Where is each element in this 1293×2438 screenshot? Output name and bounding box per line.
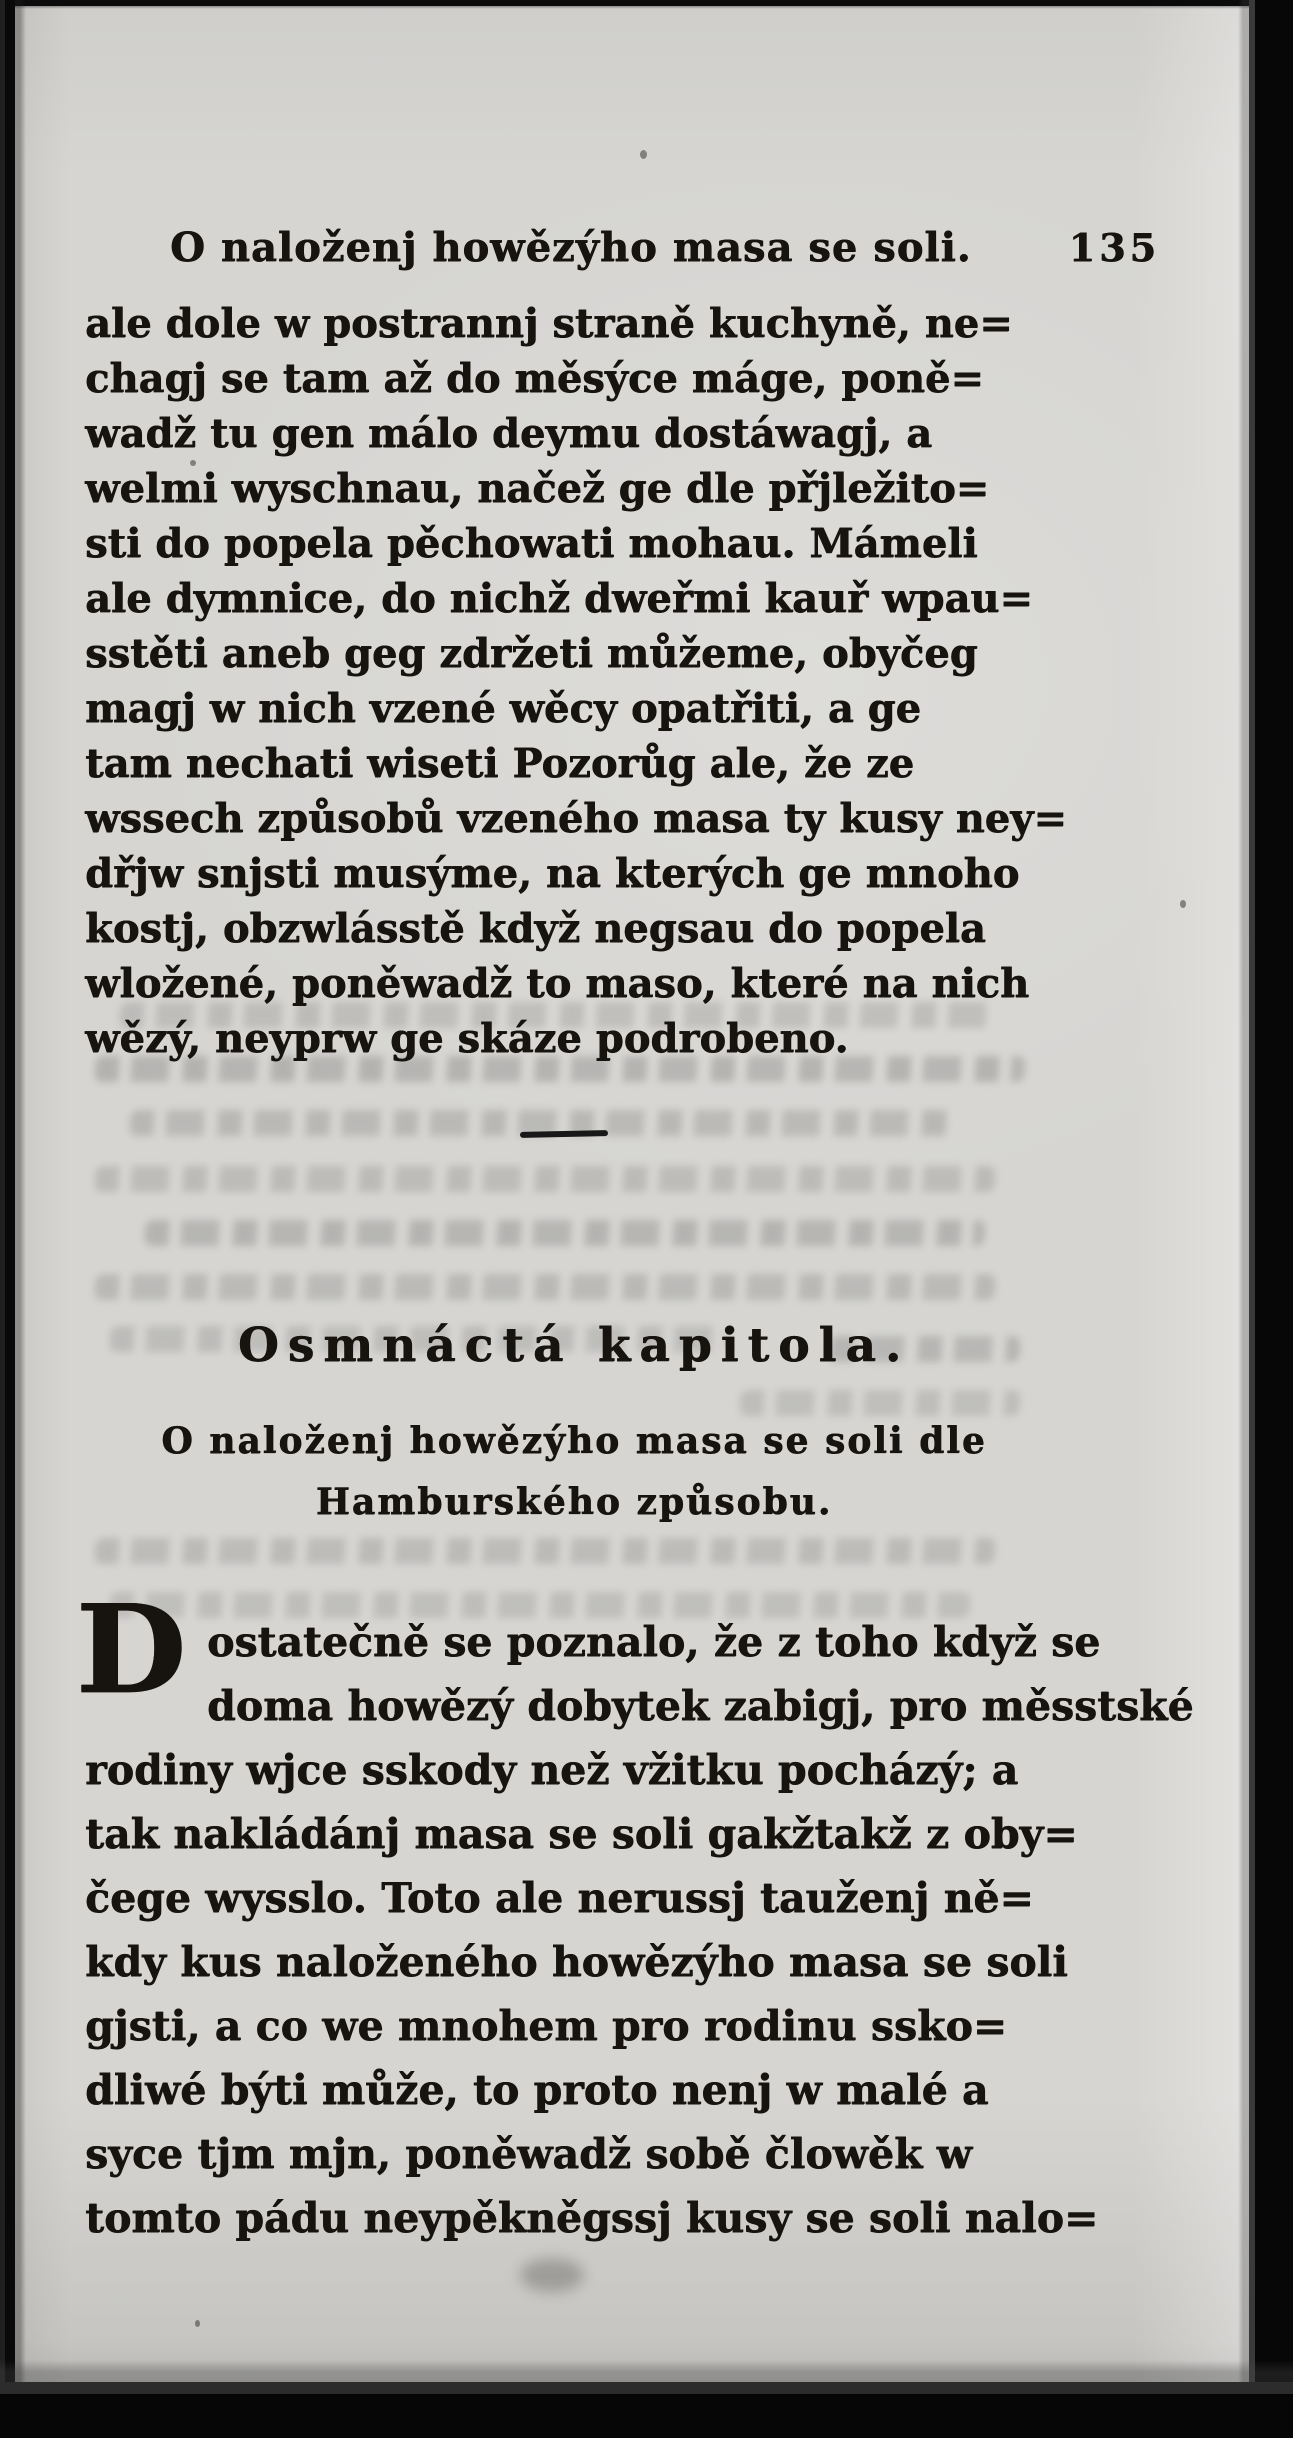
scan-border-top xyxy=(0,0,1293,9)
text-line: gjsti, a co we mnohem pro rodinu ssko= xyxy=(85,2002,1008,2050)
text-line: ale dole w postrannj straně kuchyně, ne= xyxy=(85,300,1013,347)
drop-cap: D xyxy=(75,1577,187,1721)
running-title: O naloženj howězýho masa se soli. xyxy=(170,224,972,271)
text-line: doma howězý dobytek zabigj, pro měsstské xyxy=(207,1682,1194,1730)
text-line: wězý, neyprw ge skáze podrobeno. xyxy=(85,1015,849,1062)
text-line: tam nechati wiseti Pozorůg ale, že ze xyxy=(85,740,915,787)
scan-border-bottom xyxy=(0,2360,1293,2438)
scan-border-right xyxy=(1238,0,1293,2438)
speck xyxy=(640,150,647,159)
text-line: wložené, poněwadž to maso, které na nich xyxy=(85,960,1030,1007)
text-line: sstěti aneb geg zdržeti můžeme, obyčeg xyxy=(85,630,978,677)
show-through-line xyxy=(94,1166,995,1192)
text-line: čege wysslo. Toto ale nerussj tauženj ně= xyxy=(85,1874,1034,1922)
text-line: tomto pádu neypěkněgssj kusy se soli nalo= xyxy=(85,2194,1099,2242)
text-line: ostatečně se poznalo, že z toho když se xyxy=(207,1618,1101,1666)
text-line: rodiny wjce sskody než vžitku pocházý; a xyxy=(85,1746,1019,1794)
text-line: sti do popela pěchowati mohau. Mámeli xyxy=(85,520,978,567)
show-through-line xyxy=(739,1390,1020,1416)
text-line: tak nakládánj masa se soli gakžtakž z oby= xyxy=(85,1810,1078,1858)
text-line: wssech způsobů vzeného masa ty kusy ney= xyxy=(85,795,1067,842)
text-line: chagj se tam až do měsýce máge, poně= xyxy=(85,355,984,402)
text-line: magj w nich vzené wěcy opatřiti, a ge xyxy=(85,685,921,732)
text-line: kdy kus naloženého howězýho masa se soli xyxy=(85,1938,1068,1986)
chapter-heading: Osmnáctá kapitola. xyxy=(237,1318,911,1373)
chapter-subtitle-line-2: Hamburského způsobu. xyxy=(315,1481,833,1523)
show-through-line xyxy=(94,1538,995,1564)
text-line: welmi wyschnau, načež ge dle přjležito= xyxy=(85,465,990,512)
speck xyxy=(195,2320,200,2327)
text-line: kostj, obzwlásstě když negsau do popela xyxy=(85,905,986,952)
text-line: ale dymnice, do nichž dweřmi kauř wpau= xyxy=(85,575,1033,622)
show-through-line xyxy=(144,1220,985,1246)
page-number: 135 xyxy=(1068,225,1160,270)
running-header xyxy=(170,224,1160,271)
text-line: dliwé býti může, to proto nenj w malé a xyxy=(85,2066,989,2114)
paragraph-2 xyxy=(85,1610,1194,2250)
show-through-line xyxy=(94,1274,995,1300)
speck xyxy=(1180,900,1186,908)
scan-border-left xyxy=(0,0,26,2438)
chapter-subtitle-line-1: O naloženj howězýho masa se soli dle xyxy=(161,1420,987,1462)
text-line: wadž tu gen málo deymu dostáwagj, a xyxy=(85,410,933,457)
ink-smudge xyxy=(520,2258,584,2292)
text-line: syce tjm mjn, poněwadž sobě člowěk w xyxy=(85,2130,972,2178)
text-line: dřjw snjsti musýme, na kterých ge mnoho xyxy=(85,850,1020,897)
paragraph-1 xyxy=(85,296,1067,1066)
